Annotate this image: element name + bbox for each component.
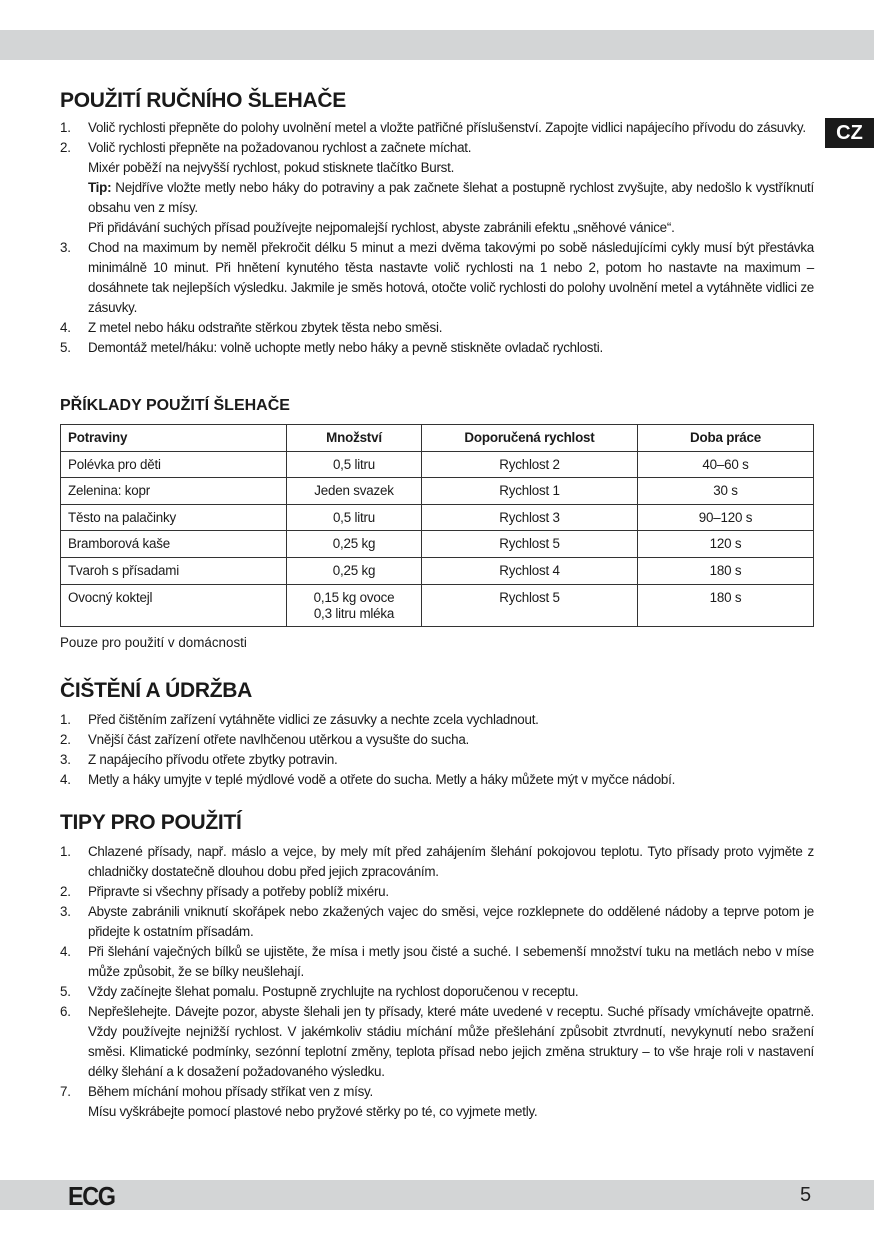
- list-item: [60, 942, 814, 982]
- section-title: TIPY PRO POUŽITÍ: [60, 811, 242, 834]
- item-text: Z metel nebo háku odstraňte stěrkou zbytek těsta nebo směsi.: [88, 320, 443, 335]
- item-text: Metly a háky umyjte v teplé mýdlové vodě a otřete do sucha. Metly a háky můžete mýt v myčce nádobí.: [88, 772, 676, 787]
- table-cell: [422, 478, 638, 505]
- cell-text: Ovocný koktejl: [68, 589, 153, 605]
- item-number: 1.: [60, 712, 71, 727]
- item-number: 1.: [60, 120, 71, 135]
- item-text: Připravte si všechny přísady a potřeby poblíž mixéru.: [88, 884, 389, 899]
- table-cell: [287, 451, 422, 478]
- tip-label: Tip:: [88, 180, 112, 195]
- section-hand-mixer-use: [60, 86, 814, 358]
- item-number: 2.: [60, 732, 71, 747]
- cell-text: 0,25 kg: [332, 562, 376, 578]
- item-text: Volič rychlosti přepněte do polohy uvolnění metel a vložte patřičné příslušenství. Zapojte vidlici napájecího přívodu do zásuvky.: [88, 120, 806, 135]
- table-row: [61, 531, 814, 558]
- cell-text: 180 s: [709, 562, 742, 578]
- item-text: Vnější část zařízení otřete navlhčenou utěrkou a vysušte do sucha.: [88, 732, 469, 747]
- cell-text: Zelenina: kopr: [68, 483, 151, 499]
- list-item: [60, 318, 814, 338]
- cell-text: 0,3 litru mléka: [313, 605, 395, 621]
- table-row: [61, 557, 814, 584]
- list-item: [60, 882, 814, 902]
- cell-text: 0,5 litru: [332, 456, 376, 472]
- table-cell: [287, 557, 422, 584]
- item-number: 4.: [60, 944, 71, 959]
- item-text: Volič rychlosti přepněte na požadovanou rychlost a začnete míchat.: [88, 140, 472, 155]
- item-number: 7.: [60, 1084, 71, 1099]
- cell-text: Rychlost 5: [499, 536, 560, 552]
- section-usage-examples: [60, 394, 814, 653]
- section-title: PŘÍKLADY POUŽITÍ ŠLEHAČE: [60, 397, 290, 414]
- item-text: Vždy začínejte šlehat pomalu. Postupně zrychlujte na rychlost doporučenou v receptu.: [88, 984, 579, 999]
- cell-text: Rychlost 3: [499, 509, 560, 525]
- item-number: 3.: [60, 240, 71, 255]
- table-cell: [287, 584, 422, 626]
- household-note: Pouze pro použití v domácnosti: [60, 634, 247, 650]
- item-text: Při přidávání suchých přísad používejte nejpomalejší rychlost, abyste zabránili efektu „sněhové vánice“.: [88, 220, 675, 235]
- item-text: Mixér poběží na nejvyšší rychlost, pokud stisknete tlačítko Burst.: [88, 160, 455, 175]
- column-header: Doporučená rychlost: [422, 425, 638, 452]
- item-text: Během míchání mohou přísady stříkat ven z mísy.: [88, 1084, 373, 1099]
- table-cell: [61, 531, 287, 558]
- cell-text: Jeden svazek: [314, 483, 394, 499]
- table-cell: [422, 451, 638, 478]
- table-cell: [422, 557, 638, 584]
- list-item: [60, 338, 814, 358]
- list-item: [60, 1002, 814, 1082]
- table-row: [61, 451, 814, 478]
- cell-text: Rychlost 2: [499, 456, 560, 472]
- item-text: Nepřešlehejte. Dávejte pozor, abyste šlehali jen ty přísady, které máte uvedené v receptu. Suché přísady vmíchávejte opatrně. Vždy používejte nejnižší rychlost. V jakémkoliv stádiu míchání může přešlehání způsobit ztvrdnutí, nevykynutí nebo sražení směsi. Klimatické podmínky, sezónní teplotní změny, teplota přísad nebo jejich změna struktury – to vše hraje roli v nastavení délky šlehání a k dosažení požadovaného výsledku.: [88, 1004, 814, 1079]
- cell-text: 180 s: [709, 589, 742, 605]
- item-number: 3.: [60, 904, 71, 919]
- table-cell: [638, 504, 814, 531]
- column-header: Potraviny: [61, 425, 287, 452]
- item-number: 1.: [60, 844, 71, 859]
- cell-text: 30 s: [713, 483, 738, 499]
- cell-text: 90–120 s: [698, 509, 753, 525]
- cell-text: 0,15 kg ovoce: [313, 589, 395, 605]
- cell-text: Tvaroh s přísadami: [68, 562, 180, 578]
- tip-text: [88, 178, 814, 218]
- cell-text: 0,25 kg: [332, 536, 376, 552]
- list-item: [60, 982, 814, 1002]
- item-number: 4.: [60, 772, 71, 787]
- list-item: [60, 238, 814, 318]
- table-row: [61, 504, 814, 531]
- ecg-logo: ECG: [68, 1181, 115, 1211]
- list-item: [60, 1082, 814, 1122]
- item-text: Při šlehání vaječných bílků se ujistěte, že mísa i metly jsou čisté a suché. I sebemenší množství tuku na metlách nebo v míse může způsobit, že se bílky neušlehají.: [88, 944, 814, 979]
- item-text: Demontáž metel/háku: volně uchopte metly nebo háky a pevně stiskněte ovladač rychlosti.: [88, 340, 603, 355]
- item-number: 5.: [60, 984, 71, 999]
- item-number: 6.: [60, 1004, 71, 1019]
- table-cell: [638, 451, 814, 478]
- list-item: [60, 902, 814, 942]
- list-item: [60, 730, 814, 750]
- page-number: 5: [800, 1184, 812, 1206]
- list-item: [60, 770, 814, 790]
- header-bar: [0, 30, 874, 60]
- list-item: [60, 710, 814, 730]
- cell-text: Bramborová kaše: [68, 536, 170, 552]
- table-cell: [61, 557, 287, 584]
- cell-text: 120 s: [709, 536, 742, 552]
- list-item: [60, 138, 814, 238]
- item-text: Chlazené přísady, např. máslo a vejce, by mely mít před zahájením šlehání pokojovou teplotu. Tyto přísady proto vyjměte z chladničky dostatečně dlouhou dobu před jejich zpracováním.: [88, 844, 814, 879]
- table-row: [61, 478, 814, 505]
- section-cleaning: [60, 676, 814, 790]
- table-cell: [61, 584, 287, 626]
- table-cell: [638, 557, 814, 584]
- item-number: 5.: [60, 340, 71, 355]
- usage-table: [60, 424, 814, 627]
- list-item: [60, 842, 814, 882]
- item-number: 4.: [60, 320, 71, 335]
- section-tips: [60, 808, 814, 1122]
- table-cell: [287, 531, 422, 558]
- item-text: Před čištěním zařízení vytáhněte vidlici ze zásuvky a nechte zcela vychladnout.: [88, 712, 539, 727]
- table-cell: [61, 478, 287, 505]
- item-text: Z napájecího přívodu otřete zbytky potravin.: [88, 752, 338, 767]
- column-header: Množství: [287, 425, 422, 452]
- cell-text: Rychlost 4: [499, 562, 560, 578]
- item-number: 2.: [60, 140, 71, 155]
- tip-body: Nejdříve vložte metly nebo háky do potraviny a pak začnete šlehat a postupně rychlost zvyšujte, aby nedošlo k vystříknutí obsahu ven z mísy.: [88, 180, 814, 215]
- item-text: Mísu vyškrábejte pomocí plastové nebo pryžové stěrky po té, co vyjmete metly.: [88, 1104, 538, 1119]
- table-cell: [287, 504, 422, 531]
- table-cell: [422, 531, 638, 558]
- table-header-row: [61, 425, 814, 452]
- cell-text: 40–60 s: [702, 456, 749, 472]
- cell-text: 0,5 litru: [332, 509, 376, 525]
- table-cell: [638, 584, 814, 626]
- table-cell: [61, 451, 287, 478]
- item-text: Abyste zabránili vniknutí skořápek nebo zkažených vajec do směsi, vejce rozklepnete do oddělené nádoby a teprve potom je přidejte k ostatním přísadám.: [88, 904, 814, 939]
- table-cell: [422, 584, 638, 626]
- column-header: Doba práce: [638, 425, 814, 452]
- list-item: [60, 118, 814, 138]
- table-cell: [638, 531, 814, 558]
- footer-bar: [0, 1180, 874, 1210]
- table-cell: [61, 504, 287, 531]
- table-cell: [638, 478, 814, 505]
- list-item: [60, 750, 814, 770]
- item-number: 3.: [60, 752, 71, 767]
- table-row: [61, 584, 814, 626]
- table-cell: [287, 478, 422, 505]
- section-title: POUŽITÍ RUČNÍHO ŠLEHAČE: [60, 89, 346, 112]
- section-title: ČIŠTĚNÍ A ÚDRŽBA: [60, 679, 252, 702]
- cell-text: Rychlost 5: [499, 589, 560, 605]
- cell-text: Rychlost 1: [499, 483, 560, 499]
- language-tab: CZ: [825, 118, 874, 148]
- cell-text: Těsto na palačinky: [68, 509, 177, 525]
- cell-text: Polévka pro děti: [68, 456, 161, 472]
- item-number: 2.: [60, 884, 71, 899]
- item-text: Chod na maximum by neměl překročit délku 5 minut a mezi dvěma takovými po sobě následujícími cykly musí být přestávka minimálně 10 minut. Při hnětení kynutého těsta nastavte volič rychlosti na 1 nebo 2, potom ho nastavte na maximum – dosáhnete tak nejlepších výsledku. Jakmile je směs hotová, otočte volič rychlosti do polohy uvolnění metel a vytáhněte vidlici ze zásuvky.: [88, 240, 814, 315]
- table-cell: [422, 504, 638, 531]
